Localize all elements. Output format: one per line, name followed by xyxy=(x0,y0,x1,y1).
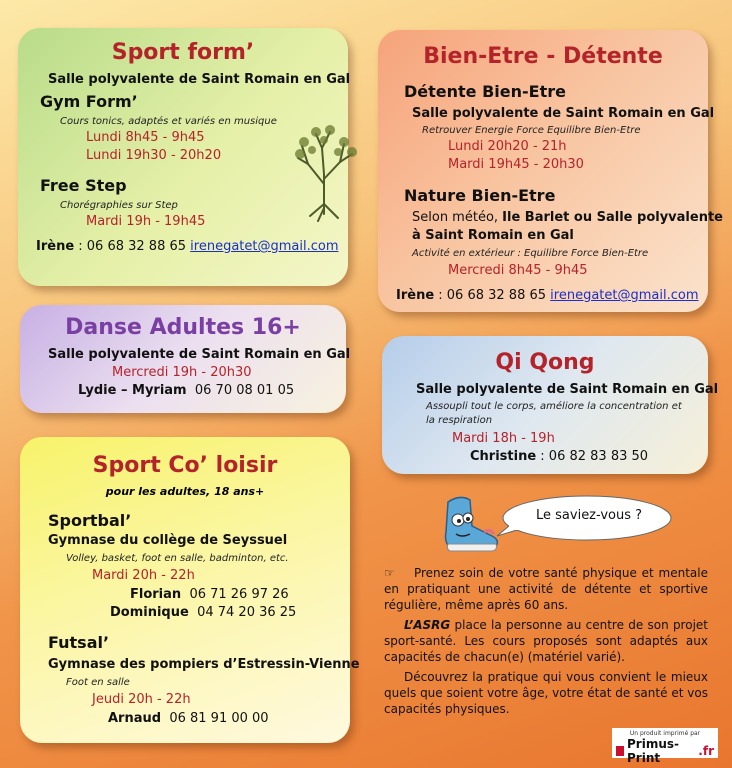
coloisir-card xyxy=(20,437,360,743)
detente-desc: Retrouver Energie Force Equilibre Bien-Etre xyxy=(422,125,641,136)
detente-heading: Détente Bien-Etre xyxy=(404,82,566,101)
detente-time-2: Mardi 19h45 - 20h30 xyxy=(448,157,584,172)
qi-qong-venue: Salle polyvalente de Saint Romain en Gal xyxy=(416,382,719,397)
email-link[interactable]: irenegatet@gmail.com xyxy=(550,288,699,303)
contact-phone: 06 81 91 00 00 xyxy=(169,711,269,726)
sport-form-contact xyxy=(36,239,339,254)
contact-phone: 06 70 08 01 05 xyxy=(194,383,295,398)
contact-name: Irène xyxy=(396,288,435,303)
free-step-time: Mardi 19h - 19h45 xyxy=(86,214,206,229)
nature-venue-prefix: Selon météo, xyxy=(412,210,503,225)
contact-phone: : 06 82 83 83 50 xyxy=(536,449,649,464)
nature-venue xyxy=(412,210,723,225)
danse-time: Mercredi 19h - 20h30 xyxy=(112,365,252,380)
gym-form-time-1: Lundi 8h45 - 9h45 xyxy=(86,130,205,145)
printer-tagline: Un produit imprimé par xyxy=(629,730,701,737)
bien-etre-title: Bien-Etre - Détente xyxy=(423,44,663,69)
saviez-text xyxy=(384,565,708,717)
free-step-heading: Free Step xyxy=(40,176,127,195)
danse-venue: Salle polyvalente de Saint Romain en Gal xyxy=(48,347,351,362)
nature-time: Mercredi 8h45 - 9h45 xyxy=(448,263,588,278)
saviez-paragraph-2 xyxy=(384,617,708,665)
contact-name: Florian xyxy=(130,587,182,602)
contact-phone: 04 74 20 36 25 xyxy=(197,605,297,620)
danse-title: Danse Adultes 16+ xyxy=(65,315,301,340)
sportbal-time: Mardi 20h - 22h xyxy=(92,568,195,583)
contact-name: Irène xyxy=(36,239,75,254)
sportbal-venue: Gymnase du collège de Seyssuel xyxy=(48,533,288,548)
danse-contact xyxy=(78,383,294,398)
printer-mark-icon xyxy=(616,746,624,756)
sport-form-card xyxy=(18,28,351,286)
detente-venue: Salle polyvalente de Saint Romain en Gal xyxy=(412,106,715,121)
qi-qong-title: Qi Qong xyxy=(495,350,595,375)
gym-form-desc: Cours tonics, adaptés et variés en musique xyxy=(60,116,277,127)
qi-qong-time: Mardi 18h - 19h xyxy=(452,431,555,446)
email-link[interactable]: irenegatet@gmail.com xyxy=(190,239,339,254)
sportbal-contact-2 xyxy=(110,605,296,620)
printer-logo xyxy=(612,728,718,765)
contact-phone: : 06 68 32 88 65 xyxy=(434,288,551,303)
coloisir-title: Sport Co’ loisir xyxy=(92,453,278,478)
futsal-time: Jeudi 20h - 22h xyxy=(92,692,191,707)
printer-name: Primus-Print xyxy=(627,737,680,765)
qi-qong-card xyxy=(382,336,719,474)
futsal-heading: Futsal’ xyxy=(48,633,110,652)
nature-venue-line2: à Saint Romain en Gal xyxy=(412,228,574,243)
bien-etre-contact xyxy=(396,288,699,303)
tree-icon xyxy=(288,124,360,222)
bien-etre-card xyxy=(378,30,723,312)
saviez-bubble-text: Le saviez-vous ? xyxy=(536,508,643,523)
contact-name: Lydie – Myriam xyxy=(78,383,187,398)
saviez-paragraph-3: Découvrez la pratique qui vous convient le mieux quels que soient votre âge, votre état de santé et vos capacités physiques. xyxy=(384,670,708,716)
futsal-contact xyxy=(108,711,269,726)
sportbal-heading: Sportbal’ xyxy=(48,511,132,530)
printer-tld: .fr xyxy=(698,744,714,758)
qi-qong-desc-1: Assoupli tout le corps, améliore la concentration et xyxy=(426,401,682,412)
saviez-paragraph-1 xyxy=(384,565,708,613)
qi-qong-desc-2: la respiration xyxy=(426,415,493,426)
contact-phone: : 06 68 32 88 65 xyxy=(74,239,191,254)
contact-name: Arnaud xyxy=(108,711,162,726)
sport-form-venue: Salle polyvalente de Saint Romain en Gal xyxy=(48,72,351,87)
contact-phone: 06 71 26 97 26 xyxy=(189,587,289,602)
qi-qong-contact xyxy=(470,449,648,464)
gym-form-time-2: Lundi 19h30 - 20h20 xyxy=(86,148,222,163)
futsal-venue: Gymnase des pompiers d’Estressin-Vienne xyxy=(48,657,360,672)
detente-time-1: Lundi 20h20 - 21h xyxy=(448,139,567,154)
gym-form-heading: Gym Form’ xyxy=(40,92,138,111)
nature-venue-place: Ile Barlet ou Salle polyvalente xyxy=(502,210,723,225)
coloisir-subtitle: pour les adultes, 18 ans+ xyxy=(105,485,265,498)
sneaker-icon xyxy=(440,492,502,554)
futsal-desc: Foot en salle xyxy=(66,677,130,688)
sportbal-contact-1 xyxy=(130,587,289,602)
free-step-desc: Chorégraphies sur Step xyxy=(60,200,178,211)
sport-form-title: Sport form’ xyxy=(111,40,255,65)
nature-desc: Activité en extérieur : Equilibre Force Bien-Etre xyxy=(412,248,649,259)
contact-name: Dominique xyxy=(110,605,189,620)
sportbal-desc: Volley, basket, foot en salle, badminton, etc. xyxy=(66,553,289,564)
nature-heading: Nature Bien-Etre xyxy=(404,186,556,205)
contact-name: Christine xyxy=(470,449,537,464)
printer-name-row xyxy=(616,737,714,765)
saviez-p1-text: Prenez soin de votre santé physique et mentale en pratiquant une activité de détente et sportive régulière, même après 60 ans. xyxy=(384,566,709,612)
asrg-label: L’ASRG xyxy=(404,618,451,632)
saviez-p2-text: place la personne au centre de son projet sport-santé. Les cours proposés sont adaptés aux capacités de chacun(e) (matériel varié). xyxy=(384,618,708,664)
danse-card xyxy=(20,305,351,413)
pointing-hand-icon: ☞ xyxy=(384,566,395,580)
